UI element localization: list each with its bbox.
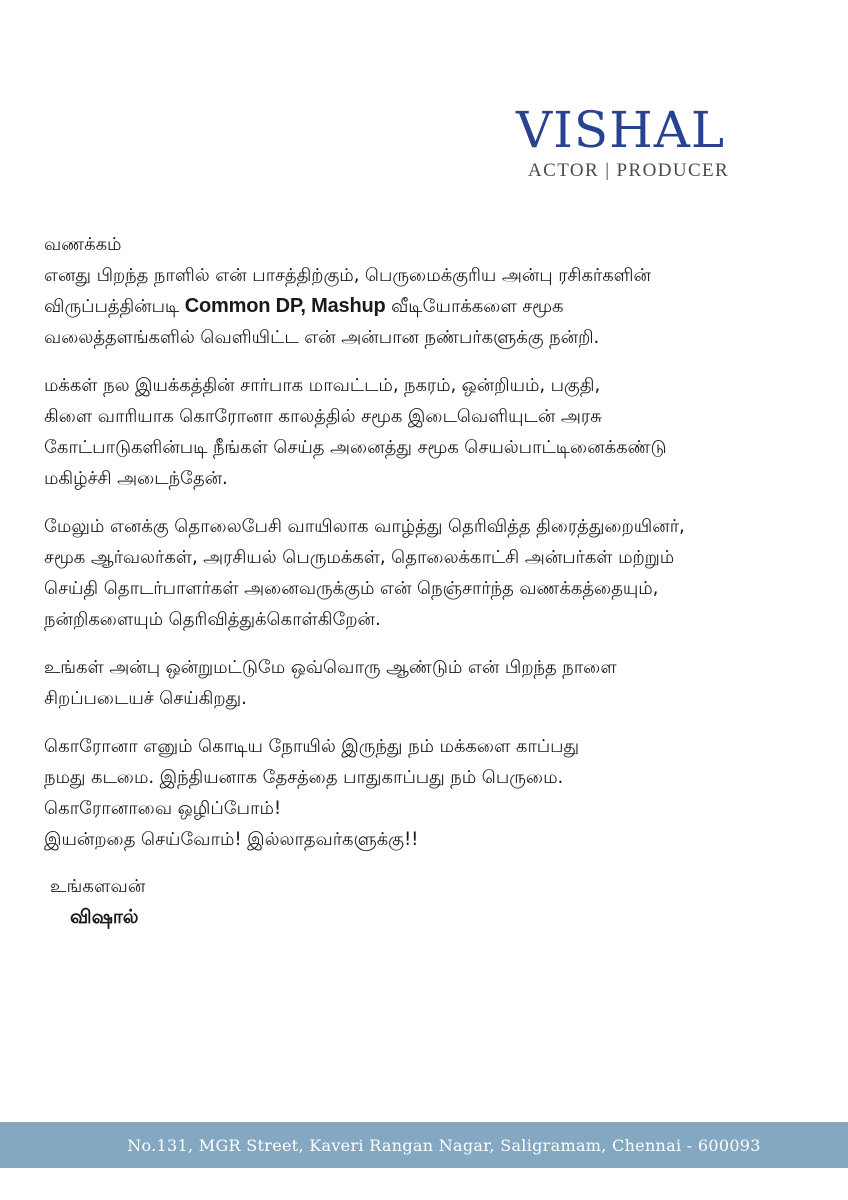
para1-line3: வலைத்தளங்களில் வெளியிட்ட என் அன்பான நண்பர்களுக்கு நன்றி. xyxy=(44,327,600,348)
brand-tagline: ACTOR | PRODUCER xyxy=(528,160,730,181)
para2-line: கோட்பாடுகளின்படி நீங்கள் செய்த அனைத்து சமூக செயல்பாட்டினைக்கண்டு xyxy=(44,437,667,458)
para1-line2-pre: விருப்பத்தின்படி xyxy=(44,296,185,317)
para4-line: உங்கள் அன்பு ஒன்றுமட்டுமே ஒவ்வொரு ஆண்டும் என் பிறந்த நாளை xyxy=(44,657,617,678)
footer-band xyxy=(0,1122,848,1168)
brand-name: VISHAL xyxy=(516,101,726,159)
closing: உங்களவன் xyxy=(50,876,146,897)
letterhead xyxy=(516,100,766,182)
para2-line: மக்கள் நல இயக்கத்தின் சார்பாக மாவட்டம், நகரம், ஒன்றியம், பகுதி, xyxy=(44,375,601,396)
para3-line: செய்தி தொடர்பாளர்கள் அனைவருக்கும் என் நெஞ்சார்ந்த வணக்கத்தையும், xyxy=(44,578,659,599)
greeting-paragraph xyxy=(44,229,834,353)
paragraph-5 xyxy=(44,731,834,855)
para5-line: இயன்றதை செய்வோம்! இல்லாதவர்களுக்கு!! xyxy=(44,829,419,850)
para4-line: சிறப்படையச் செய்கிறது. xyxy=(44,688,247,709)
signoff xyxy=(44,872,834,932)
signature: விஷால் xyxy=(70,906,139,928)
para1-line2-post: வீடியோக்களை சமூக xyxy=(385,296,564,317)
greeting: வணக்கம் xyxy=(44,234,122,255)
para3-line: மேலும் எனக்கு தொலைபேசி வாயிலாக வாழ்த்து தெரிவித்த திரைத்துறையினர், xyxy=(44,516,685,537)
para1-line2 xyxy=(44,291,834,322)
para3-line: நன்றிகளையும் தெரிவித்துக்கொள்கிறேன். xyxy=(44,609,381,630)
para2-line: கிளை வாரியாக கொரோனா காலத்தில் சமூக இடைவெளியுடன் அரசு xyxy=(44,406,602,427)
paragraph-4 xyxy=(44,652,834,714)
para5-line: நமது கடமை. இந்தியனாக தேசத்தை பாதுகாப்பது நம் பெருமை. xyxy=(44,767,564,788)
paragraph-2 xyxy=(44,370,834,494)
para5-line: கொரோனாவை ஒழிப்போம்! xyxy=(44,798,281,819)
para1-line2-bold: Common DP, Mashup xyxy=(184,295,386,317)
letter-body xyxy=(44,229,834,932)
para2-line: மகிழ்ச்சி அடைந்தேன். xyxy=(44,468,228,489)
para3-line: சமூக ஆர்வலர்கள், அரசியல் பெருமக்கள், தொலைக்காட்சி அன்பர்கள் மற்றும் xyxy=(44,547,675,568)
para1-line1: எனது பிறந்த நாளில் என் பாசத்திற்கும், பெருமைக்குரிய அன்பு ரசிகர்களின் xyxy=(44,265,651,286)
paragraph-3 xyxy=(44,511,834,635)
para5-line: கொரோனா எனும் கொடிய நோயில் இருந்து நம் மக்களை காப்பது xyxy=(44,736,580,757)
footer-address: No.131, MGR Street, Kaveri Rangan Nagar, Saligramam, Chennai - 600093 xyxy=(127,1135,761,1155)
